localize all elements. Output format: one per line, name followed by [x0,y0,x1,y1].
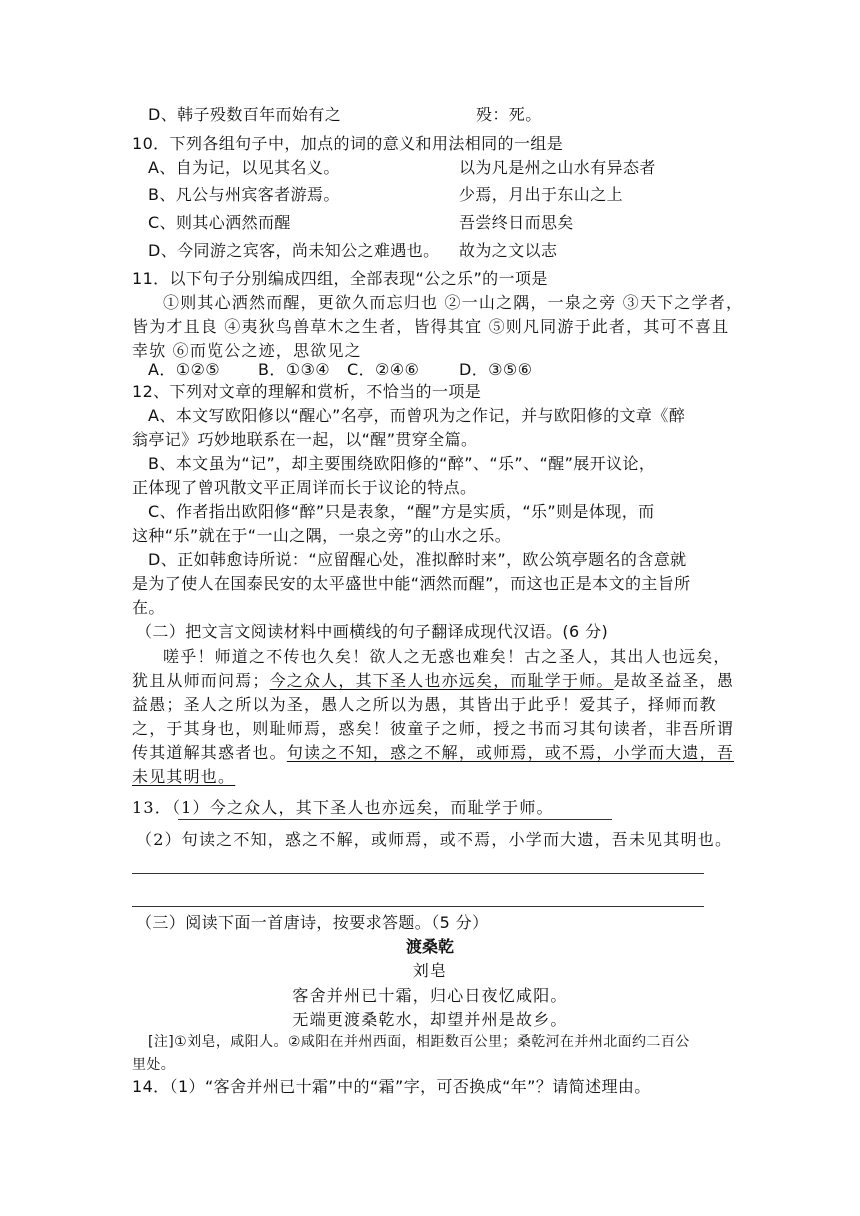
q9-option-d: D、韩子殁数百年而始有之 [148,105,342,124]
passage-line-3: 益愚；圣人之所以为圣，愚人之所以为愚，其皆出于此乎！爱其子，择师而教 [132,695,717,714]
q9-option-d-gloss: 殁：死。 [476,105,542,124]
passage-text: 传其道解其惑者也。 [132,743,287,762]
q11-choice-d: D．③⑤⑥ [459,360,533,379]
q11-line-1: ①则其心洒然而醒，更欲久而忘归也 ②一山之隅，一泉之旁 ③天下之学者， [163,293,744,312]
q11-line-3: 幸欤 ⑥而览公之迹，思欲见之 [132,341,362,360]
q10-option-a-pair: 以为凡是州之山水有异态者 [459,158,656,177]
q12-line-3: B、本文虽为“记”，却主要围绕欧阳修的“醉”、“乐”、“醒”展开议论， [148,454,656,473]
answer-line-2[interactable] [132,873,704,874]
q13-part-2: （2）句读之不知，惑之不解，或师焉，或不焉，小学而大遗，吾未见其明也。 [136,830,733,849]
q12-line-2: 翁亭记》巧妙地联系在一起，以“醒”贯穿全篇。 [132,430,478,449]
q13-part-1: 13．（1）今之众人，其下圣人也亦远矣，而耻学于师。 [132,798,554,817]
q11-stem: 11．以下句子分别编成四组，全部表现“公之乐”的一项是 [132,269,548,288]
note-line-2: 里处。 [132,1057,176,1073]
passage-text: 是故圣益圣，愚 [613,671,735,690]
answer-line-1[interactable] [178,819,612,820]
q14-part-1: 14．（1）“客舍并州已十霜”中的“霜”字，可否换成“年”？请简述理由。 [132,1077,651,1096]
passage-line-2 [132,670,734,692]
underlined-sentence-1: 今之众人，其下圣人也亦远矣，而耻学于师。 [269,671,614,690]
q12-line-6: 这种“乐”就在于“一山之隅，一泉之旁”的山水之乐。 [132,526,512,545]
q10-stem: 10．下列各组句子中，加点的词的意义和用法相同的一组是 [132,134,564,153]
passage-line-4: 之，于其身也，则耻师焉，惑矣！彼童子之师，授之书而习其句读者，非吾所谓 [132,719,735,738]
passage-text: 犹且从师而问焉； [132,671,270,690]
q11-choice-a: A．①②⑤ [148,360,220,379]
q10-option-b-pair: 少焉，月出于东山之上 [459,185,624,204]
poem-author: 刘皂 [412,961,448,980]
q11-choice-b: B．①③④ [258,360,331,379]
passage-line-5 [132,742,734,764]
q12-line-8: 是为了使人在国泰民安的太平盛世中能“洒然而醒”，而这也正是本文的主旨所 [132,574,691,593]
section-2-heading: （二）把文言文阅读材料中画横线的句子翻译成现代汉语。(6 分) [136,622,609,641]
q10-option-d: D、今同游之宾客，尚未知公之难遇也。 [148,241,440,260]
q12-line-9: 在。 [132,598,165,617]
q11-choice-c: C．②④⑥ [347,360,420,379]
q10-option-d-pair: 故为之文以志 [459,241,558,260]
underlined-sentence-2: 句读之不知，惑之不解，或师焉，或不焉，小学而大遗，吾 [286,743,735,762]
q12-stem: 12、下列对文章的理解和赏析，不恰当的一项是 [132,382,482,401]
passage-line-6: 未见其明也。 [132,767,236,786]
q10-option-c: C、则其心洒然而醒 [148,213,291,232]
q12-line-4: 正体现了曾巩散文平正周详而长于议论的特点。 [132,478,477,497]
q12-line-1: A、本文写欧阳修以“醒心”名亭，而曾巩为之作记，并与欧阳修的文章《醉 [148,406,686,425]
q12-line-7: D、正如韩愈诗所说：“应留醒心处，准拟醉时来”，欧公筑亭题名的含意就 [148,550,687,569]
q10-option-b: B、凡公与州宾客者游焉。 [148,185,340,204]
poem-title: 渡桑乾 [405,937,454,956]
section-3-heading: （三）阅读下面一首唐诗，按要求答题。（5 分） [136,913,489,932]
poem-line-1: 客舍并州已十霜，归心日夜忆咸阳。 [292,986,568,1005]
q11-line-2: 皆为才且良 ④夷狄鸟兽草木之生者，皆得其宜 ⑤则凡同游于此者，其可不喜且 [132,317,730,336]
q12-line-5: C、作者指出欧阳修“醉”只是表象，“醒”方是实质，“乐”则是体现，而 [148,502,655,521]
q10-option-c-pair: 吾尝终日而思矣 [459,213,574,232]
note-line-1: [注]①刘皂，咸阳人。②咸阳在并州西面，相距数百公里；桑乾河在并州北面约二百公 [148,1034,690,1050]
q10-option-a: A、自为记，以见其名义。 [148,158,340,177]
poem-line-2: 无端更渡桑乾水，却望并州是故乡。 [292,1010,568,1029]
answer-line-3[interactable] [132,906,704,907]
passage-line-1: 嗟乎！师道之不传也久矣！欲人之无惑也难矣！古之圣人，其出人也远矣， [163,647,731,666]
